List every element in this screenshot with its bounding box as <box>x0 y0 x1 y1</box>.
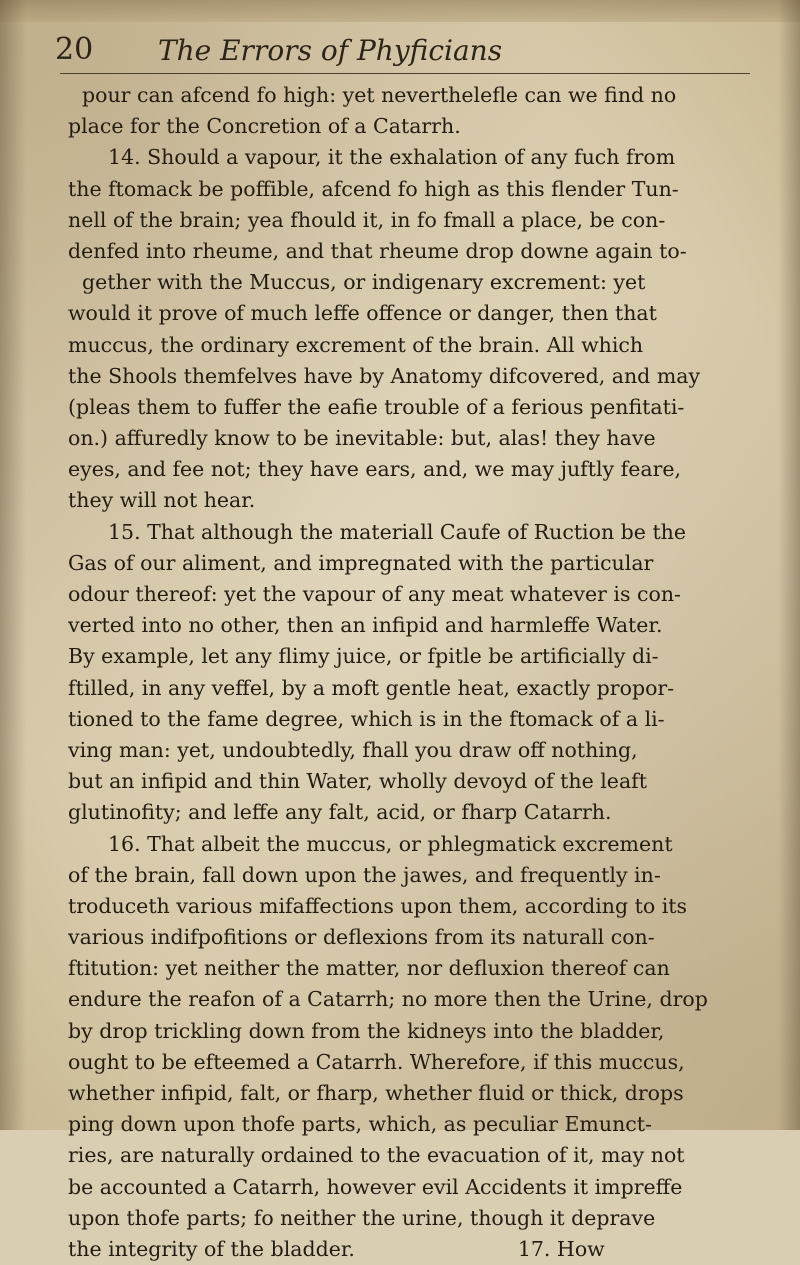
text-line: on.) affuredly know to be inevitable: but, alas! they have <box>68 426 656 451</box>
text-line: upon thofe parts; fo neither the urine, though it deprave <box>68 1205 656 1230</box>
header-rule <box>60 73 750 74</box>
text-line: of the brain, fall down upon the jawes, and frequently in- <box>68 862 661 887</box>
text-line: the ftomack be poffible, afcend fo high as this flender Tun- <box>68 176 679 201</box>
text-line: ought to be efteemed a Catarrh. Wherefore, if this muccus, <box>68 1049 685 1074</box>
text-line: be accounted a Catarrh, however evil Accidents it impreffe <box>68 1174 683 1199</box>
text-line: gether with the Muccus, or indigenary excrement: yet <box>82 270 646 295</box>
text-line: troduceth various mifaffections upon them, according to its <box>68 893 688 918</box>
text-line: place for the Concretion of a Catarrh. <box>68 114 461 139</box>
page-right-edge <box>778 0 800 1130</box>
text-line: endure the reafon of a Catarrh; no more then the Urine, drop <box>68 987 708 1012</box>
text-line: would it prove of much leffe offence or danger, then that <box>68 301 657 326</box>
page-top-shadow <box>0 0 800 22</box>
page-header <box>0 26 800 76</box>
text-line: ving man: yet, undoubtedly, fhall you draw off nothing, <box>68 737 638 762</box>
text-line: tioned to the fame degree, which is in the ftomack of a li- <box>68 706 665 731</box>
running-head: The Errors of Phyficians <box>157 34 503 67</box>
body-text <box>68 80 758 1265</box>
text-line: By example, let any flimy juice, or fpitle be artificially di- <box>68 644 659 669</box>
text-line: ftitution: yet neither the matter, nor defluxion thereof can <box>68 956 670 981</box>
text-line: (pleas them to fuffer the eafie trouble of a ferious penfitati- <box>68 394 685 419</box>
page-number: 20 <box>55 32 94 67</box>
page-left-edge <box>0 0 26 1130</box>
text-line: but an infipid and thin Water, wholly devoyd of the leaft <box>68 769 647 794</box>
text-line: ries, are naturally ordained to the evacuation of it, may not <box>68 1143 685 1168</box>
text-line: denfed into rheume, and that rheume drop downe again to- <box>68 238 687 263</box>
text-line: nell of the brain; yea fhould it, in fo fmall a place, be con- <box>68 207 666 232</box>
text-line: they will not hear. <box>68 488 256 513</box>
text-line: odour thereof: yet the vapour of any meat whatever is con- <box>68 582 681 606</box>
text-line: the integrity of the bladder. 17. How <box>68 1236 605 1261</box>
text-line: verted into no other, then an infipid and harmleffe Water. <box>68 613 663 638</box>
text-line: ping down upon thofe parts, which, as peculiar Emunct- <box>68 1112 652 1137</box>
text-line: the Shools themfelves have by Anatomy difcovered, and may <box>68 363 701 388</box>
text-line: whether infipid, falt, or fharp, whether fluid or thick, drops <box>68 1081 684 1105</box>
text-line: by drop trickling down from the kidneys into the bladder, <box>68 1018 665 1043</box>
text-line: pour can afcend fo high: yet neverthelefle can we find no <box>82 83 677 107</box>
text-line: glutinofity; and leffe any falt, acid, or fharp Catarrh. <box>68 800 612 825</box>
text-line: eyes, and fee not; they have ears, and, we may juftly feare, <box>68 457 682 482</box>
text-line: 15. That although the materiall Caufe of Ruction be the <box>108 519 687 544</box>
text-line: various indifpofitions or deflexions from its naturall con- <box>68 925 655 950</box>
text-line: ftilled, in any veffel, by a moft gentle heat, exactly propor- <box>68 675 675 700</box>
text-line: 14. Should a vapour, it the exhalation of any fuch from <box>108 145 676 170</box>
text-line: muccus, the ordinary excrement of the brain. All which <box>68 332 644 357</box>
text-line: Gas of our aliment, and impregnated with the particular <box>68 550 654 575</box>
text-line: 16. That albeit the muccus, or phlegmatick excrement <box>108 831 673 856</box>
